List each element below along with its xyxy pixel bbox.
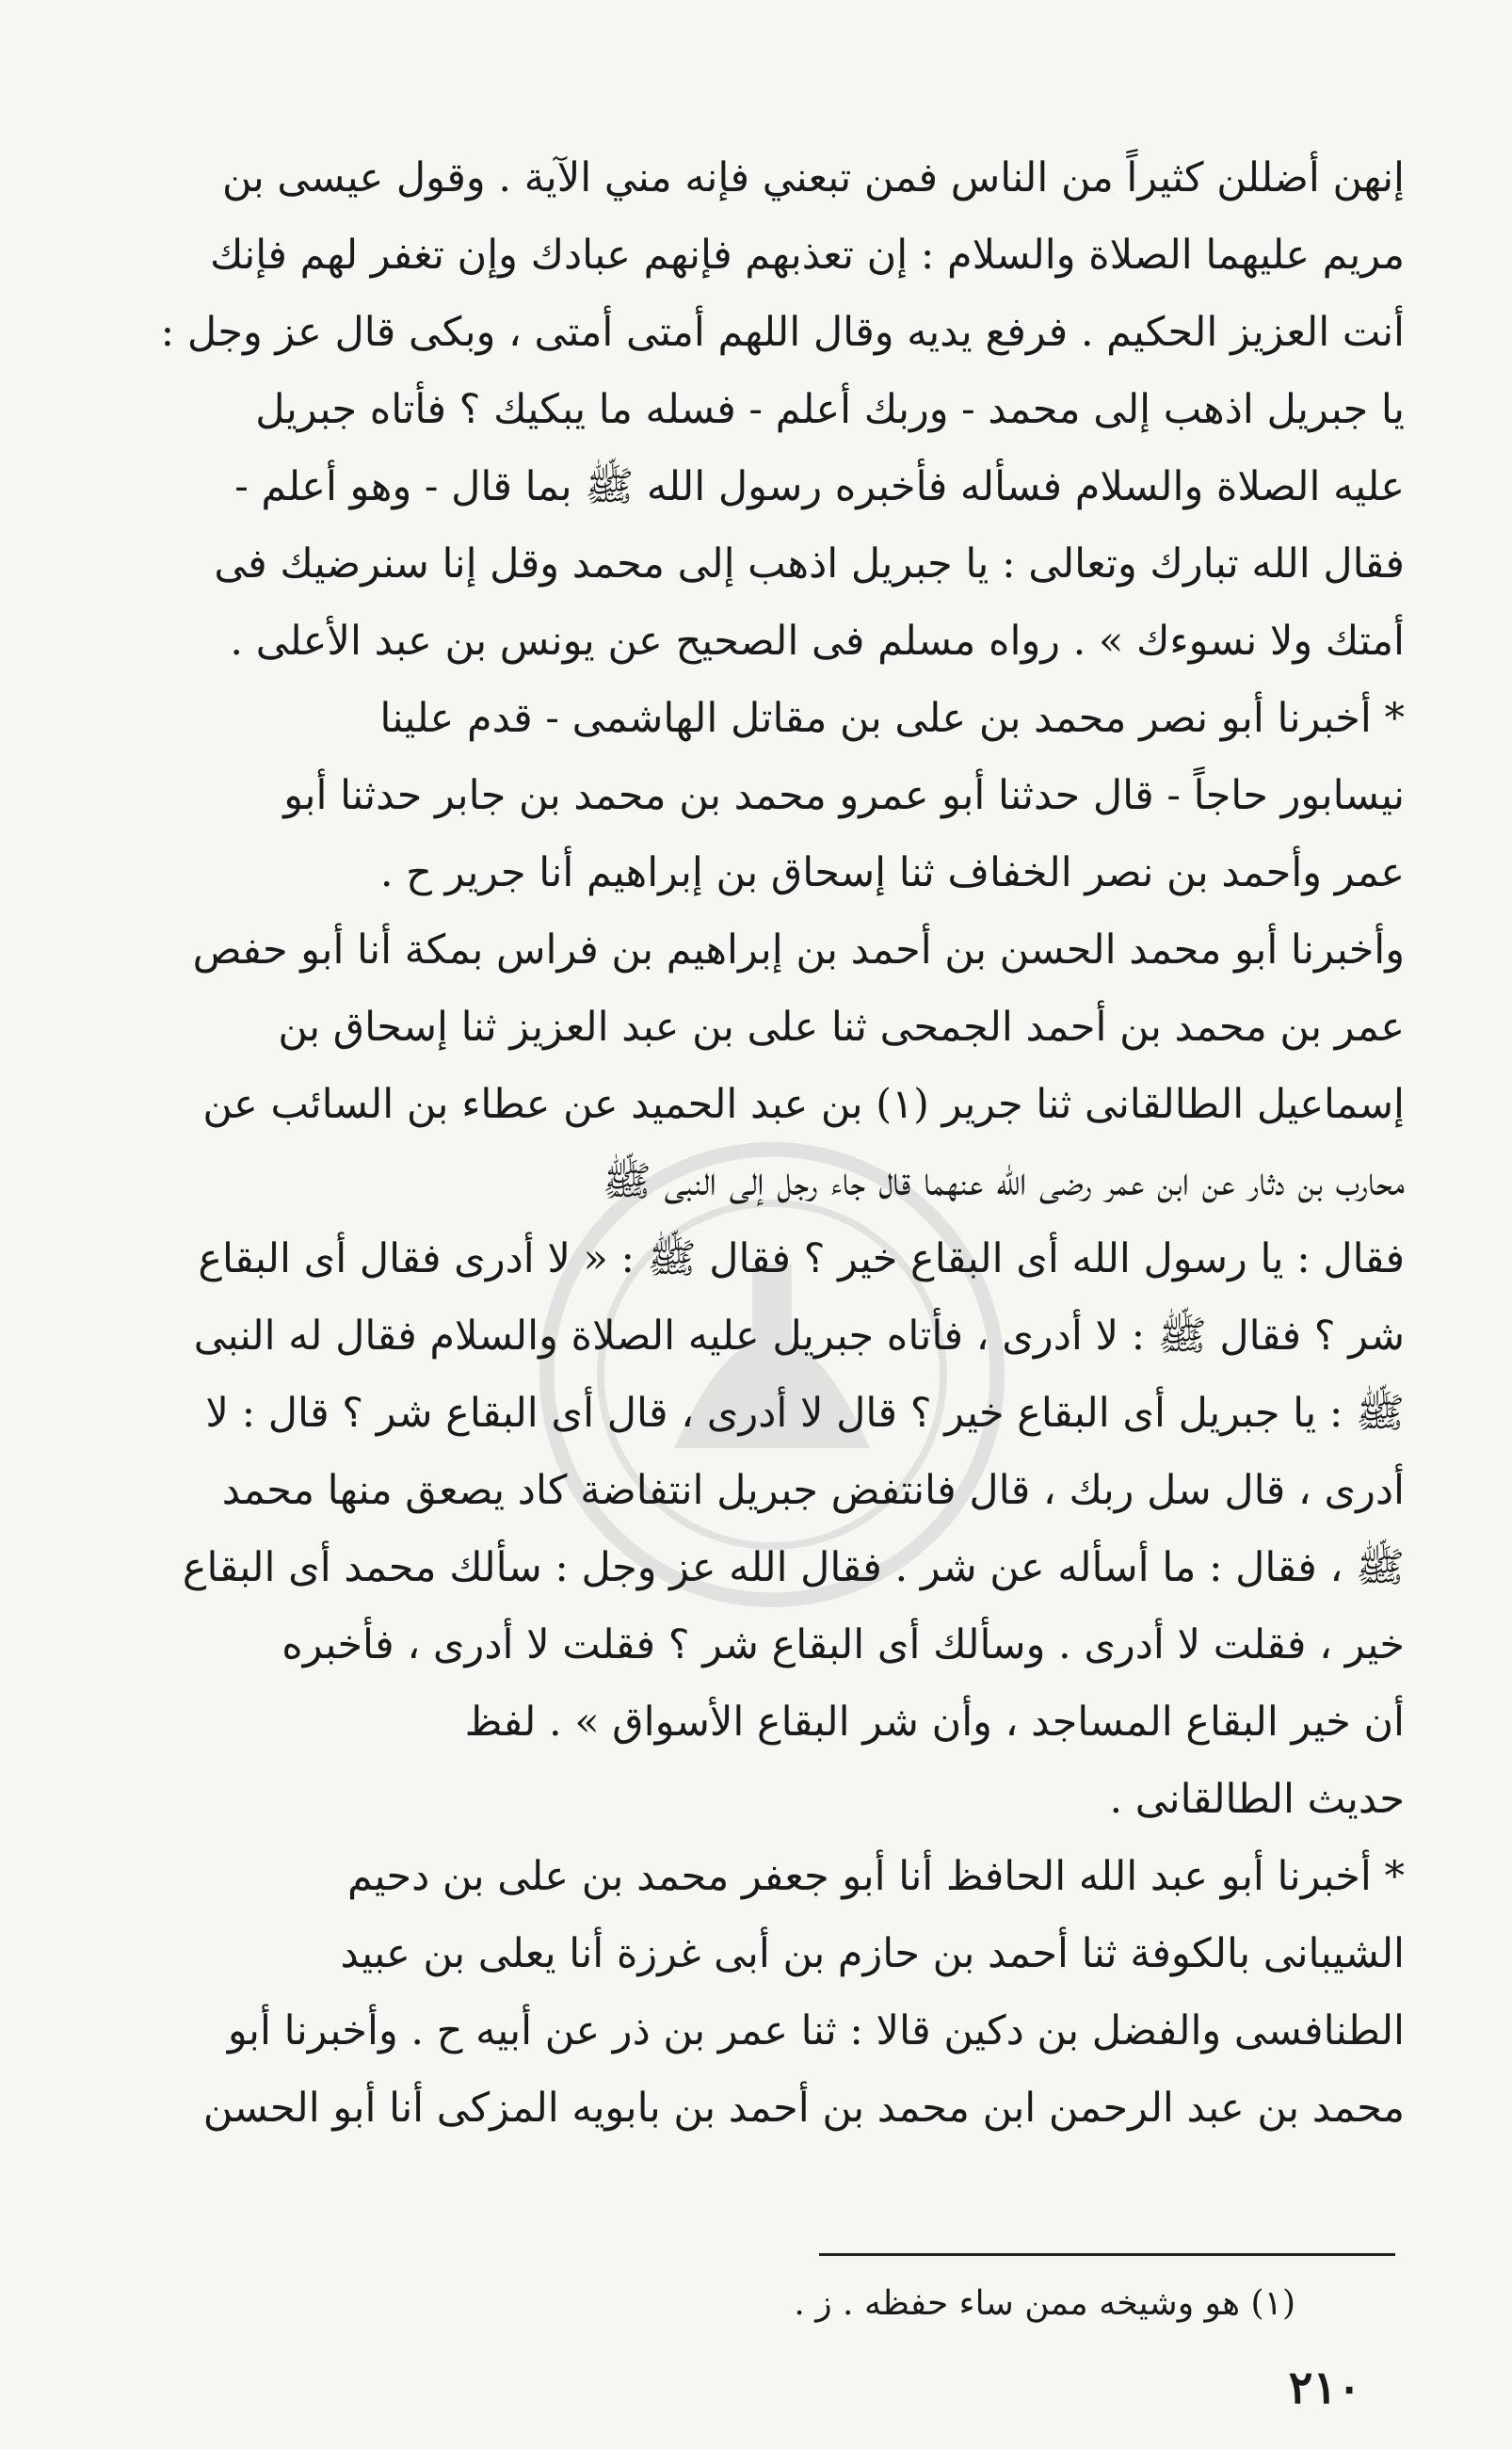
footnote: (١) هو وشيخه ممن ساء حفظه . ز . [794,2284,1295,2323]
text-line: عليه الصلاة والسلام فسأله فأخبره رسول الله ﷺ بما قال - وهو أعلم - [234,463,1405,510]
text-line: إسماعيل الطالقانى ثنا جرير (١) بن عبد الحميد عن عطاء بن السائب عن [202,1081,1405,1128]
text-line: أنت العزيز الحكيم . فرفع يديه وقال اللهم أمتى أمتى ، وبكى قال عز وجل : [160,309,1405,356]
text-line: * أخبرنا أبو نصر محمد بن على بن مقاتل الهاشمى - قدم علينا [379,695,1405,742]
text-line: وأخبرنا أبو محمد الحسن بن أحمد بن إبراهيم بن فراس بمكة أنا أبو حفص [192,926,1405,974]
text-line: ﷺ ، فقال : ما أسأله عن شر . فقال الله عز وجل : سألك محمد أى البقاع [182,1544,1405,1591]
text-line: أن خير البقاع المساجد ، وأن شر البقاع الأسواق » . لفظ [464,1699,1405,1746]
text-line: خير ، فقلت لا أدرى . وسألك أى البقاع شر ؟ فقلت لا أدرى ، فأخبره [281,1621,1405,1668]
text-line: فقال : يا رسول الله أى البقاع خير ؟ فقال ﷺ : « لا أدرى فقال أى البقاع [198,1235,1405,1282]
page-number: ٢١٠ [1288,2361,1361,2414]
text-line: أدرى ، قال سل ربك ، قال فانتفض جبريل انتفاضة كاد يصعق منها محمد [221,1467,1405,1514]
text-line: نيسابور حاجاً - قال حدثنا أبو عمرو محمد بن محمد بن جابر حدثنا أبو [283,772,1405,819]
text-line: فقال الله تبارك وتعالى : يا جبريل اذهب إلى محمد وقل إنا سنرضيك فى [214,540,1405,588]
text-line: مريم عليهما الصلاة والسلام : إن تعذبهم فإنهم عبادك وإن تغفر لهم فإنك [210,232,1405,279]
text-line: الشيبانى بالكوفة ثنا أحمد بن حازم بن أبى غرزة أنا يعلى بن عبيد [340,1930,1405,1977]
text-line: محارب بن دثار عن ابن عمر رضى الله عنهما قال جاء رجل إلى النبى ﷺ [602,1158,1405,1205]
text-line: حديث الطالقانى . [1109,1776,1405,1823]
text-line: شر ؟ فقال ﷺ : لا أدرى ، فأتاه جبريل عليه الصلاة والسلام فقال له النبى [193,1313,1405,1360]
text-line: * أخبرنا أبو عبد الله الحافظ أنا أبو جعفر محمد بن على بن دحيم [346,1853,1405,1900]
text-line: يا جبريل اذهب إلى محمد - وربك أعلم - فسله ما يبكيك ؟ فأتاه جبريل [255,386,1405,433]
text-line: عمر بن محمد بن أحمد الجمحى ثنا على بن عبد العزيز ثنا إسحاق بن [278,1004,1405,1051]
text-line: ﷺ : يا جبريل أى البقاع خير ؟ قال لا أدرى ، قال أى البقاع شر ؟ قال : لا [205,1390,1405,1437]
text-line: محمد بن عبد الرحمن ابن محمد بن أحمد بن بابويه المزكى أنا أبو الحسن [202,2085,1405,2132]
body-text [58,139,1405,2147]
footnote-divider [819,2253,1395,2256]
text-line: الطنافسى والفضل بن دكين قالا : ثنا عمر بن ذر عن أبيه ح . وأخبرنا أبو [227,2007,1405,2054]
text-line: عمر وأحمد بن نصر الخفاف ثنا إسحاق بن إبراهيم أنا جرير ح . [379,849,1405,896]
text-line: إنهن أضللن كثيراً من الناس فمن تبعني فإنه مني الآية . وقول عيسى بن [222,154,1405,201]
text-line: أمتك ولا نسوءك » . رواه مسلم فى الصحيح عن يونس بن عبد الأعلى . [230,618,1405,665]
